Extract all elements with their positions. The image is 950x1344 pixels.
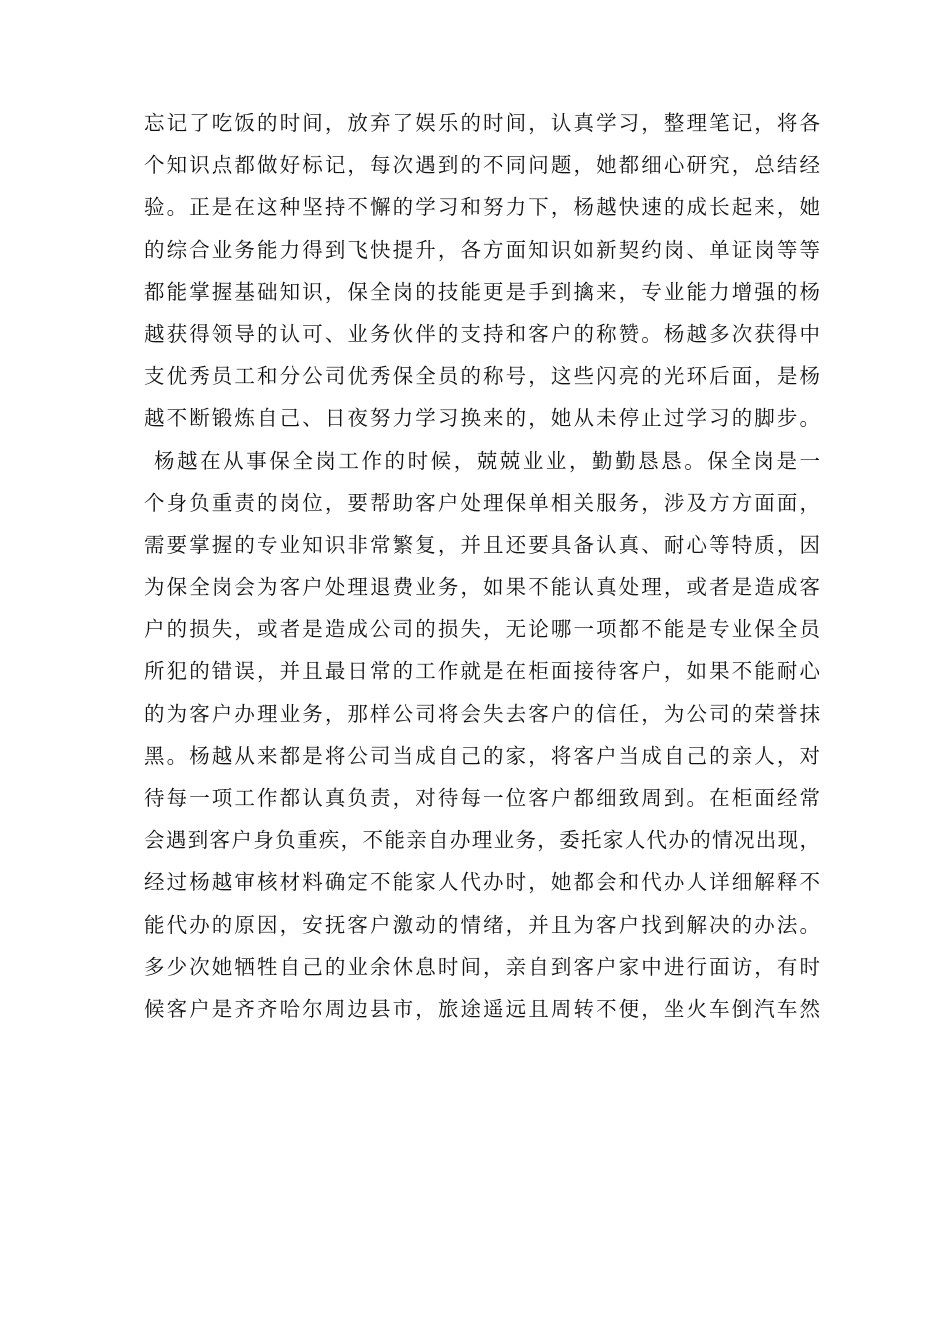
text-line: 的为客户办理业务，那样公司将会失去客户的信任，为公司的荣誉抹	[144, 701, 820, 726]
text-line: 杨越在从事保全岗工作的时候，兢兢业业，勤勤恳恳。保全岗是一	[154, 448, 820, 473]
text-line: 忘记了吃饭的时间，放弃了娱乐的时间，认真学习，整理笔记，将各	[144, 111, 820, 135]
text-line: 个知识点都做好标记，每次遇到的不同问题，她都细心研究，总结经	[144, 153, 820, 178]
text-line: 黑。杨越从来都是将公司当成自己的家，将客户当成自己的亲人，对	[144, 743, 820, 768]
text-line: 待每一项工作都认真负责，对待每一位客户都细致周到。在柜面经常	[144, 786, 820, 810]
text-line: 会遇到客户身负重疾，不能亲自办理业务，委托家人代办的情况出现，	[144, 828, 820, 853]
text-line: 越不断锻炼自己、日夜努力学习换来的，她从未停止过学习的脚步。	[144, 406, 820, 431]
text-line: 的综合业务能力得到飞快提升，各方面知识如新契约岗、单证岗等等	[144, 237, 820, 262]
text-line: 验。正是在这种坚持不懈的学习和努力下，杨越快速的成长起来，她	[144, 195, 820, 220]
text-line: 需要掌握的专业知识非常繁复，并且还要具备认真、耐心等特质，因	[144, 532, 820, 557]
text-line: 经过杨越审核材料确定不能家人代办时，她都会和代办人详细解释不	[144, 870, 820, 895]
text-line: 多少次她牺牲自己的业余休息时间，亲自到客户家中进行面访，有时	[144, 954, 820, 979]
text-line: 为保全岗会为客户处理退费业务，如果不能认真处理，或者是造成客	[144, 575, 820, 600]
text-line: 越获得领导的认可、业务伙伴的支持和客户的称赞。杨越多次获得中	[144, 321, 820, 346]
text-line: 都能掌握基础知识，保全岗的技能更是手到擒来，专业能力增强的杨	[144, 279, 820, 304]
text-line: 支优秀员工和分公司优秀保全员的称号，这些闪亮的光环后面，是杨	[144, 364, 820, 389]
text-line: 候客户是齐齐哈尔周边县市，旅途遥远且周转不便，坐火车倒汽车然	[144, 996, 820, 1021]
text-line: 户的损失，或者是造成公司的损失，无论哪一项都不能是专业保全员	[144, 617, 820, 642]
body-text	[144, 102, 820, 1030]
text-line: 能代办的原因，安抚客户激动的情绪，并且为客户找到解决的办法。	[144, 912, 820, 937]
text-line: 所犯的错误，并且最日常的工作就是在柜面接待客户，如果不能耐心	[144, 659, 820, 684]
text-line: 个身负重责的岗位，要帮助客户处理保单相关服务，涉及方方面面，	[144, 490, 820, 515]
